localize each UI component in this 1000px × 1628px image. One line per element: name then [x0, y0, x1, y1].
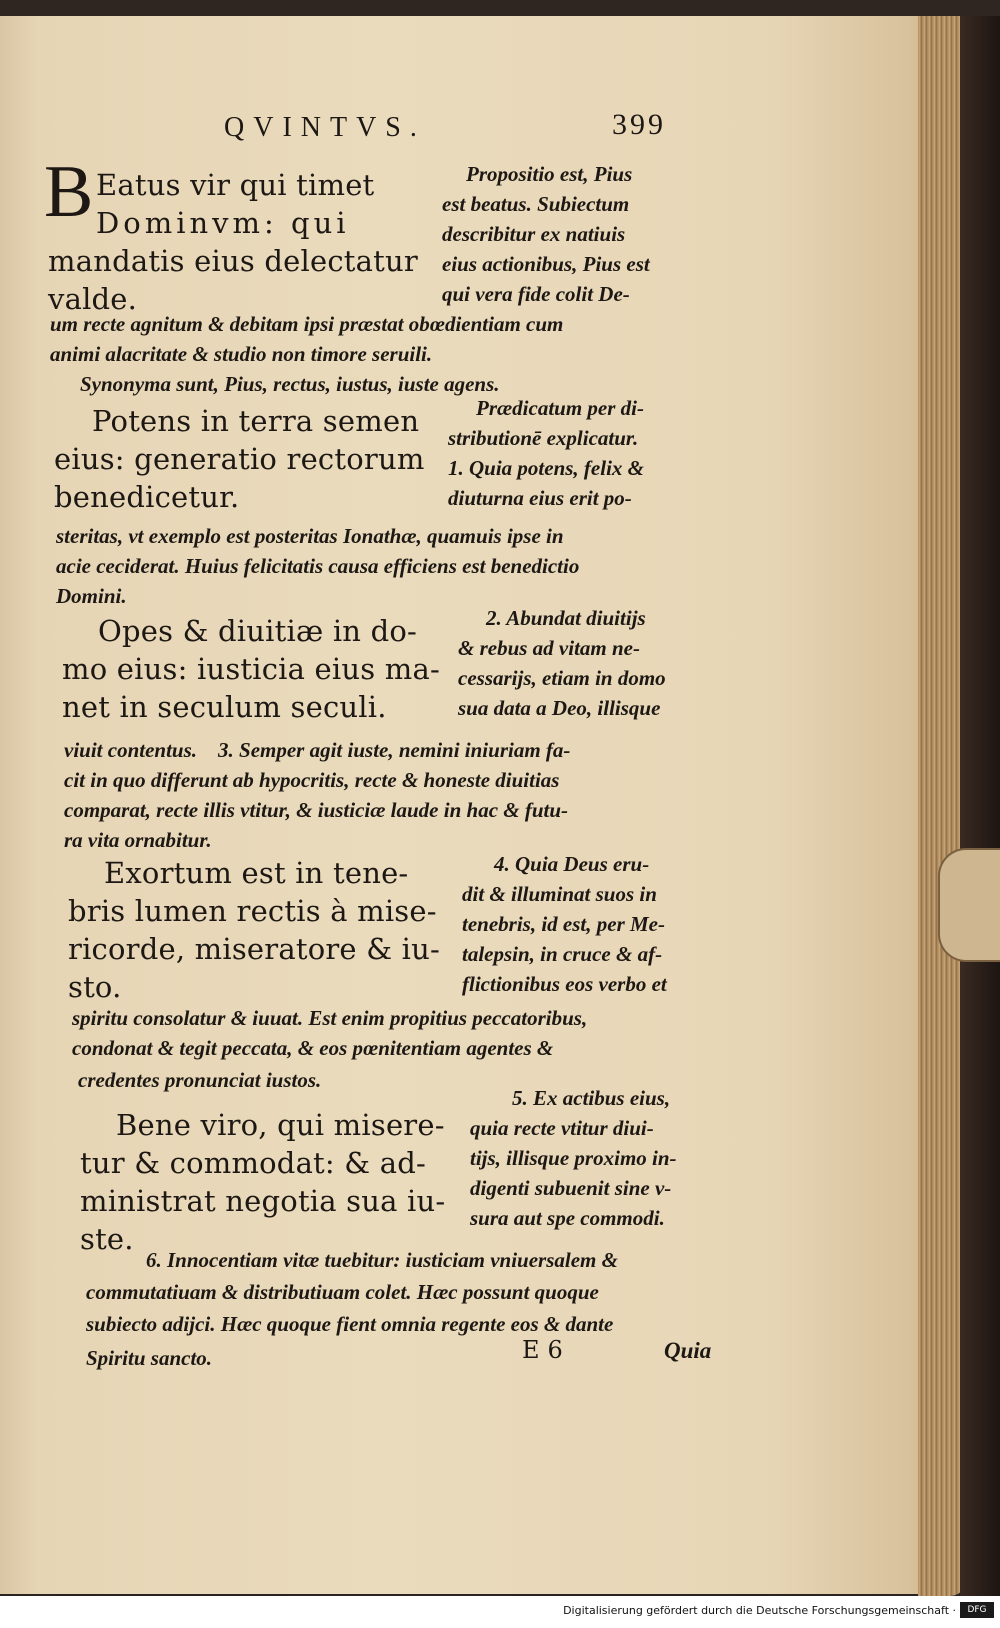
verse-1-line-3: mandatis eius delectatur: [48, 244, 418, 278]
comment-5-line-9: Spiritu sancto.: [86, 1346, 213, 1370]
verse-1-line-1: Eatus vir qui timet: [96, 168, 375, 202]
comment-1-line-2: est beatus. Subiectum: [442, 192, 630, 216]
comment-4-line-1: 4. Quia Deus eru-: [494, 852, 650, 876]
drop-initial: B: [44, 151, 94, 233]
comment-3-line-5: viuit contentus. 3. Semper agit iuste, nemini iniuriam fa-: [64, 738, 571, 762]
verse-1-line-4: valde.: [48, 282, 138, 316]
comment-3-line-2: & rebus ad vitam ne-: [458, 636, 640, 660]
verse-4-line-4: sto.: [68, 970, 122, 1004]
verse-4-line-1: Exortum est in tene-: [104, 856, 409, 890]
comment-4-line-7: condonat & tegit peccata, & eos pœnitentiam agentes &: [72, 1036, 554, 1060]
funding-credit: Digitalisierung gefördert durch die Deutsche Forschungsgemeinschaft ·: [563, 1604, 956, 1617]
running-title: QVINTVS.: [224, 112, 426, 143]
comment-1-line-6: um recte agnitum & debitam ipsi præstat obœdientiam cum: [50, 312, 564, 336]
signature-mark: E 6: [522, 1336, 564, 1364]
verse-2-line-3: benedicetur.: [54, 480, 240, 514]
verse-1-line-2: Dominvm: qui: [96, 206, 350, 240]
comment-3-line-3: cessarijs, etiam in domo: [458, 666, 666, 690]
comment-1-line-1: Propositio est, Pius: [466, 162, 633, 186]
verse-3-line-1: Opes & diuitiæ in do-: [98, 614, 418, 648]
verse-2-line-2: eius: generatio rectorum: [54, 442, 425, 476]
comment-2-line-6: acie ceciderat. Huius felicitatis causa efficiens est benedictio: [56, 554, 580, 578]
comment-2-line-1: Prædicatum per di-: [476, 396, 644, 420]
comment-3-line-8: ra vita ornabitur.: [64, 828, 212, 852]
top-shadow: [0, 0, 1000, 16]
comment-5-line-4: digenti subuenit sine v-: [470, 1176, 672, 1200]
comment-3-line-7: comparat, recte illis vtitur, & iusticiæ laude in hac & futu-: [64, 798, 569, 822]
verse-3-line-3: net in seculum seculi.: [62, 690, 387, 724]
comment-3-line-1: 2. Abundat diuitijs: [486, 606, 646, 630]
comment-4-line-8: credentes pronunciat iustos.: [78, 1068, 322, 1092]
comment-4-line-5: flictionibus eos verbo et: [462, 972, 667, 996]
footer-bar: [0, 1596, 1000, 1628]
clasp: [938, 848, 1000, 962]
page-number: 399: [612, 108, 666, 141]
comment-2-line-4: diuturna eius erit po-: [448, 486, 632, 510]
verse-5-line-4: ste.: [80, 1222, 134, 1256]
comment-2-line-3: 1. Quia potens, felix &: [448, 456, 645, 480]
comment-5-line-1: 5. Ex actibus eius,: [512, 1086, 671, 1110]
comment-4-line-2: dit & illuminat suos in: [462, 882, 657, 906]
comment-5-line-5: sura aut spe commodi.: [470, 1206, 665, 1230]
dfg-logo: DFG: [960, 1602, 994, 1618]
comment-5-line-2: quia recte vtitur diui-: [470, 1116, 654, 1140]
comment-1-line-7: animi alacritate & studio non timore seruili.: [50, 342, 433, 366]
comment-1-line-5: qui vera fide colit De-: [442, 282, 630, 306]
verse-5-line-3: ministrat negotia sua iu-: [80, 1184, 446, 1218]
comment-5-line-3: tijs, illisque proximo in-: [470, 1146, 677, 1170]
comment-3-line-4: sua data a Deo, illisque: [458, 696, 661, 720]
comment-2-line-5: steritas, vt exemplo est posteritas Ionathæ, quamuis ipse in: [56, 524, 564, 548]
comment-2-line-2: stributionē explicatur.: [448, 426, 639, 450]
comment-4-line-4: talepsin, in cruce & af-: [462, 942, 663, 966]
verse-5-line-1: Bene viro, qui misere-: [116, 1108, 445, 1142]
comment-2-line-7: Domini.: [56, 584, 127, 608]
comment-5-line-6: 6. Innocentiam vitæ tuebitur: iusticiam vniuersalem &: [146, 1248, 618, 1272]
verse-2-line-1: Potens in terra semen: [92, 404, 420, 438]
page-edges: [918, 10, 966, 1596]
verse-4-line-2: bris lumen rectis à mise-: [68, 894, 437, 928]
comment-1-line-8: Synonyma sunt, Pius, rectus, iustus, iuste agens.: [80, 372, 500, 396]
comment-5-line-8: subiecto adijci. Hæc quoque fient omnia regente eos & dante: [86, 1312, 614, 1336]
comment-5-line-7: commutatiuam & distributiuam colet. Hæc possunt quoque: [86, 1280, 599, 1304]
verse-5-line-2: tur & commodat: & ad-: [80, 1146, 426, 1180]
catchword: Quia: [664, 1338, 712, 1363]
comment-4-line-3: tenebris, id est, per Me-: [462, 912, 665, 936]
book-cover: [960, 0, 1000, 1596]
comment-1-line-4: eius actionibus, Pius est: [442, 252, 650, 276]
comment-4-line-6: spiritu consolatur & iuuat. Est enim propitius peccatoribus,: [72, 1006, 588, 1030]
comment-1-line-3: describitur ex natiuis: [442, 222, 626, 246]
comment-3-line-6: cit in quo differunt ab hypocritis, recte & honeste diuitias: [64, 768, 560, 792]
verse-4-line-3: ricorde, miseratore & iu-: [68, 932, 440, 966]
verse-3-line-2: mo eius: iusticia eius ma-: [62, 652, 440, 686]
